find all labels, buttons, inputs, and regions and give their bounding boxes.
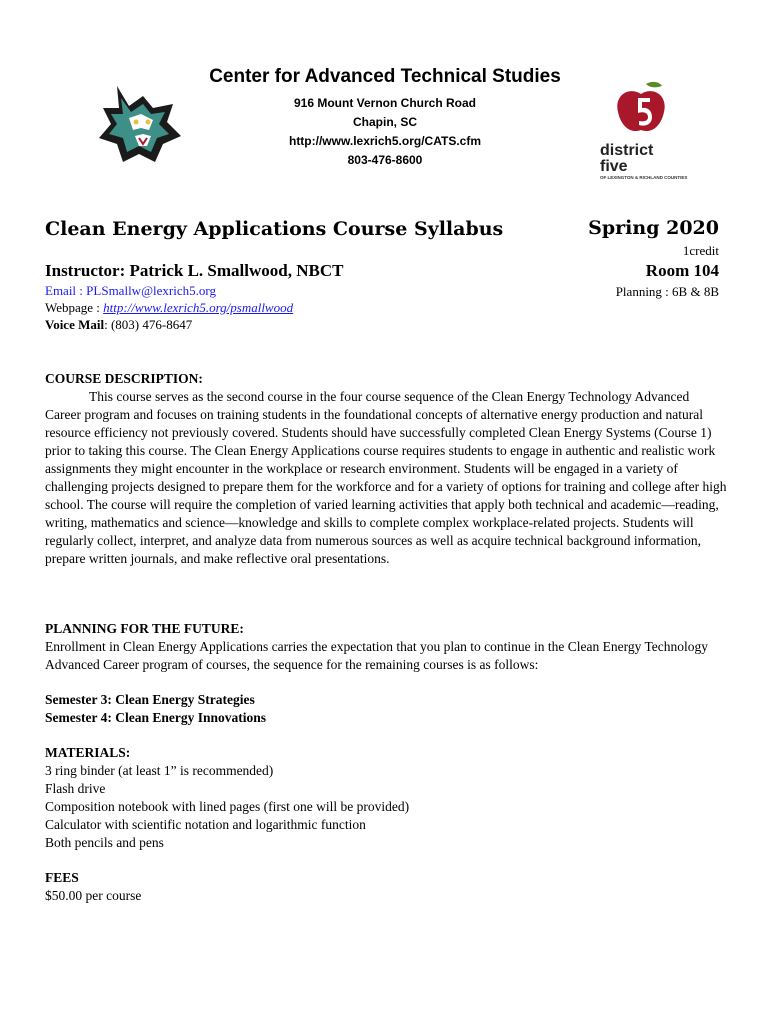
materials-item: 3 ring binder (at least 1” is recommended) xyxy=(45,763,274,778)
course-credit: 1credit xyxy=(682,243,719,258)
fees-heading: FEES xyxy=(45,870,79,885)
voicemail-row xyxy=(45,317,192,333)
semester-list xyxy=(45,691,727,727)
district-name: district five xyxy=(600,142,654,175)
school-phone: 803-476-8600 xyxy=(347,153,423,167)
fees-section xyxy=(45,869,727,905)
district-five-logo xyxy=(600,80,688,180)
course-description-text: This course serves as the second course in the four course sequence of the Clean Energy Technology Advanced Career program and focuses on training students in the foundational concepts of alternative energy production and natural resource efficiency not previously covered. Students should have successfully completed Clean Energy Systems (Course 1) prior to taking this course. The Clean Energy Applications course requires students to engage in authentic and realistic work assignments they might encounter in the workplace or research environment. Students will be engaged in a variety of challenging projects designed to prepare them for the workforce and for a variety of options for training and college after high school. The course will require the completion of varied learning activities that apply both technical and academic—reading, writing, mathematics and science—knowledge and skills to complete complex workplace-related projects. Students will regularly collect, interpret, and analyze data from numerous sources as well as acquire technical background information, prepare written journals, and make reflective oral presentations. xyxy=(45,389,727,566)
planning-future-section xyxy=(45,620,727,674)
webpage-row xyxy=(45,300,293,316)
school-city: Chapin, SC xyxy=(352,115,417,129)
planning-periods: Planning : 6B & 8B xyxy=(615,284,719,299)
webpage-label: Webpage : xyxy=(45,300,100,315)
email-label: Email : xyxy=(45,283,83,298)
school-url: http://www.lexrich5.org/CATS.cfm xyxy=(288,134,482,148)
course-room: Room 104 xyxy=(645,261,719,280)
course-title: Clean Energy Applications Course Syllabus xyxy=(45,218,504,240)
materials-heading: MATERIALS: xyxy=(45,745,131,760)
planning-future-heading: PLANNING FOR THE FUTURE: xyxy=(45,621,244,636)
email-link[interactable]: PLSmallw@lexrich5.org xyxy=(86,283,216,298)
materials-item: Flash drive xyxy=(45,781,106,796)
fees-amount: $50.00 per course xyxy=(45,888,142,903)
voicemail-number: : (803) 476-8647 xyxy=(104,317,193,332)
school-address: 916 Mount Vernon Church Road xyxy=(293,96,476,110)
materials-item: Both pencils and pens xyxy=(45,835,164,850)
planning-future-text: Enrollment in Clean Energy Applications carries the expectation that you plan to continue in the Clean Energy Technology Advanced Career program of courses, the sequence for the remaining courses is as follows: xyxy=(45,639,709,672)
course-term: Spring 2020 xyxy=(588,217,719,239)
instructor-name: Instructor: Patrick L. Smallwood, NBCT xyxy=(45,261,344,280)
webpage-link[interactable]: http://www.lexrich5.org/psmallwood xyxy=(103,300,294,315)
course-description-heading: COURSE DESCRIPTION: xyxy=(45,371,203,386)
materials-item: Calculator with scientific notation and logarithmic function xyxy=(45,817,366,832)
semester-item: Semester 4: Clean Energy Innovations xyxy=(45,710,266,725)
voicemail-label: Voice Mail xyxy=(45,317,105,332)
semester-item: Semester 3: Clean Energy Strategies xyxy=(45,692,255,707)
materials-item: Composition notebook with lined pages (first one will be provided) xyxy=(45,799,410,814)
apple-five-icon xyxy=(600,80,682,136)
materials-section xyxy=(45,744,727,852)
email-row xyxy=(45,283,216,299)
district-subtitle: OF LEXINGTON & RICHLAND COUNTIES xyxy=(600,175,688,180)
course-description-section xyxy=(45,370,727,568)
school-title: Center for Advanced Technical Studies xyxy=(209,66,561,87)
wildcat-logo-icon xyxy=(95,78,185,168)
